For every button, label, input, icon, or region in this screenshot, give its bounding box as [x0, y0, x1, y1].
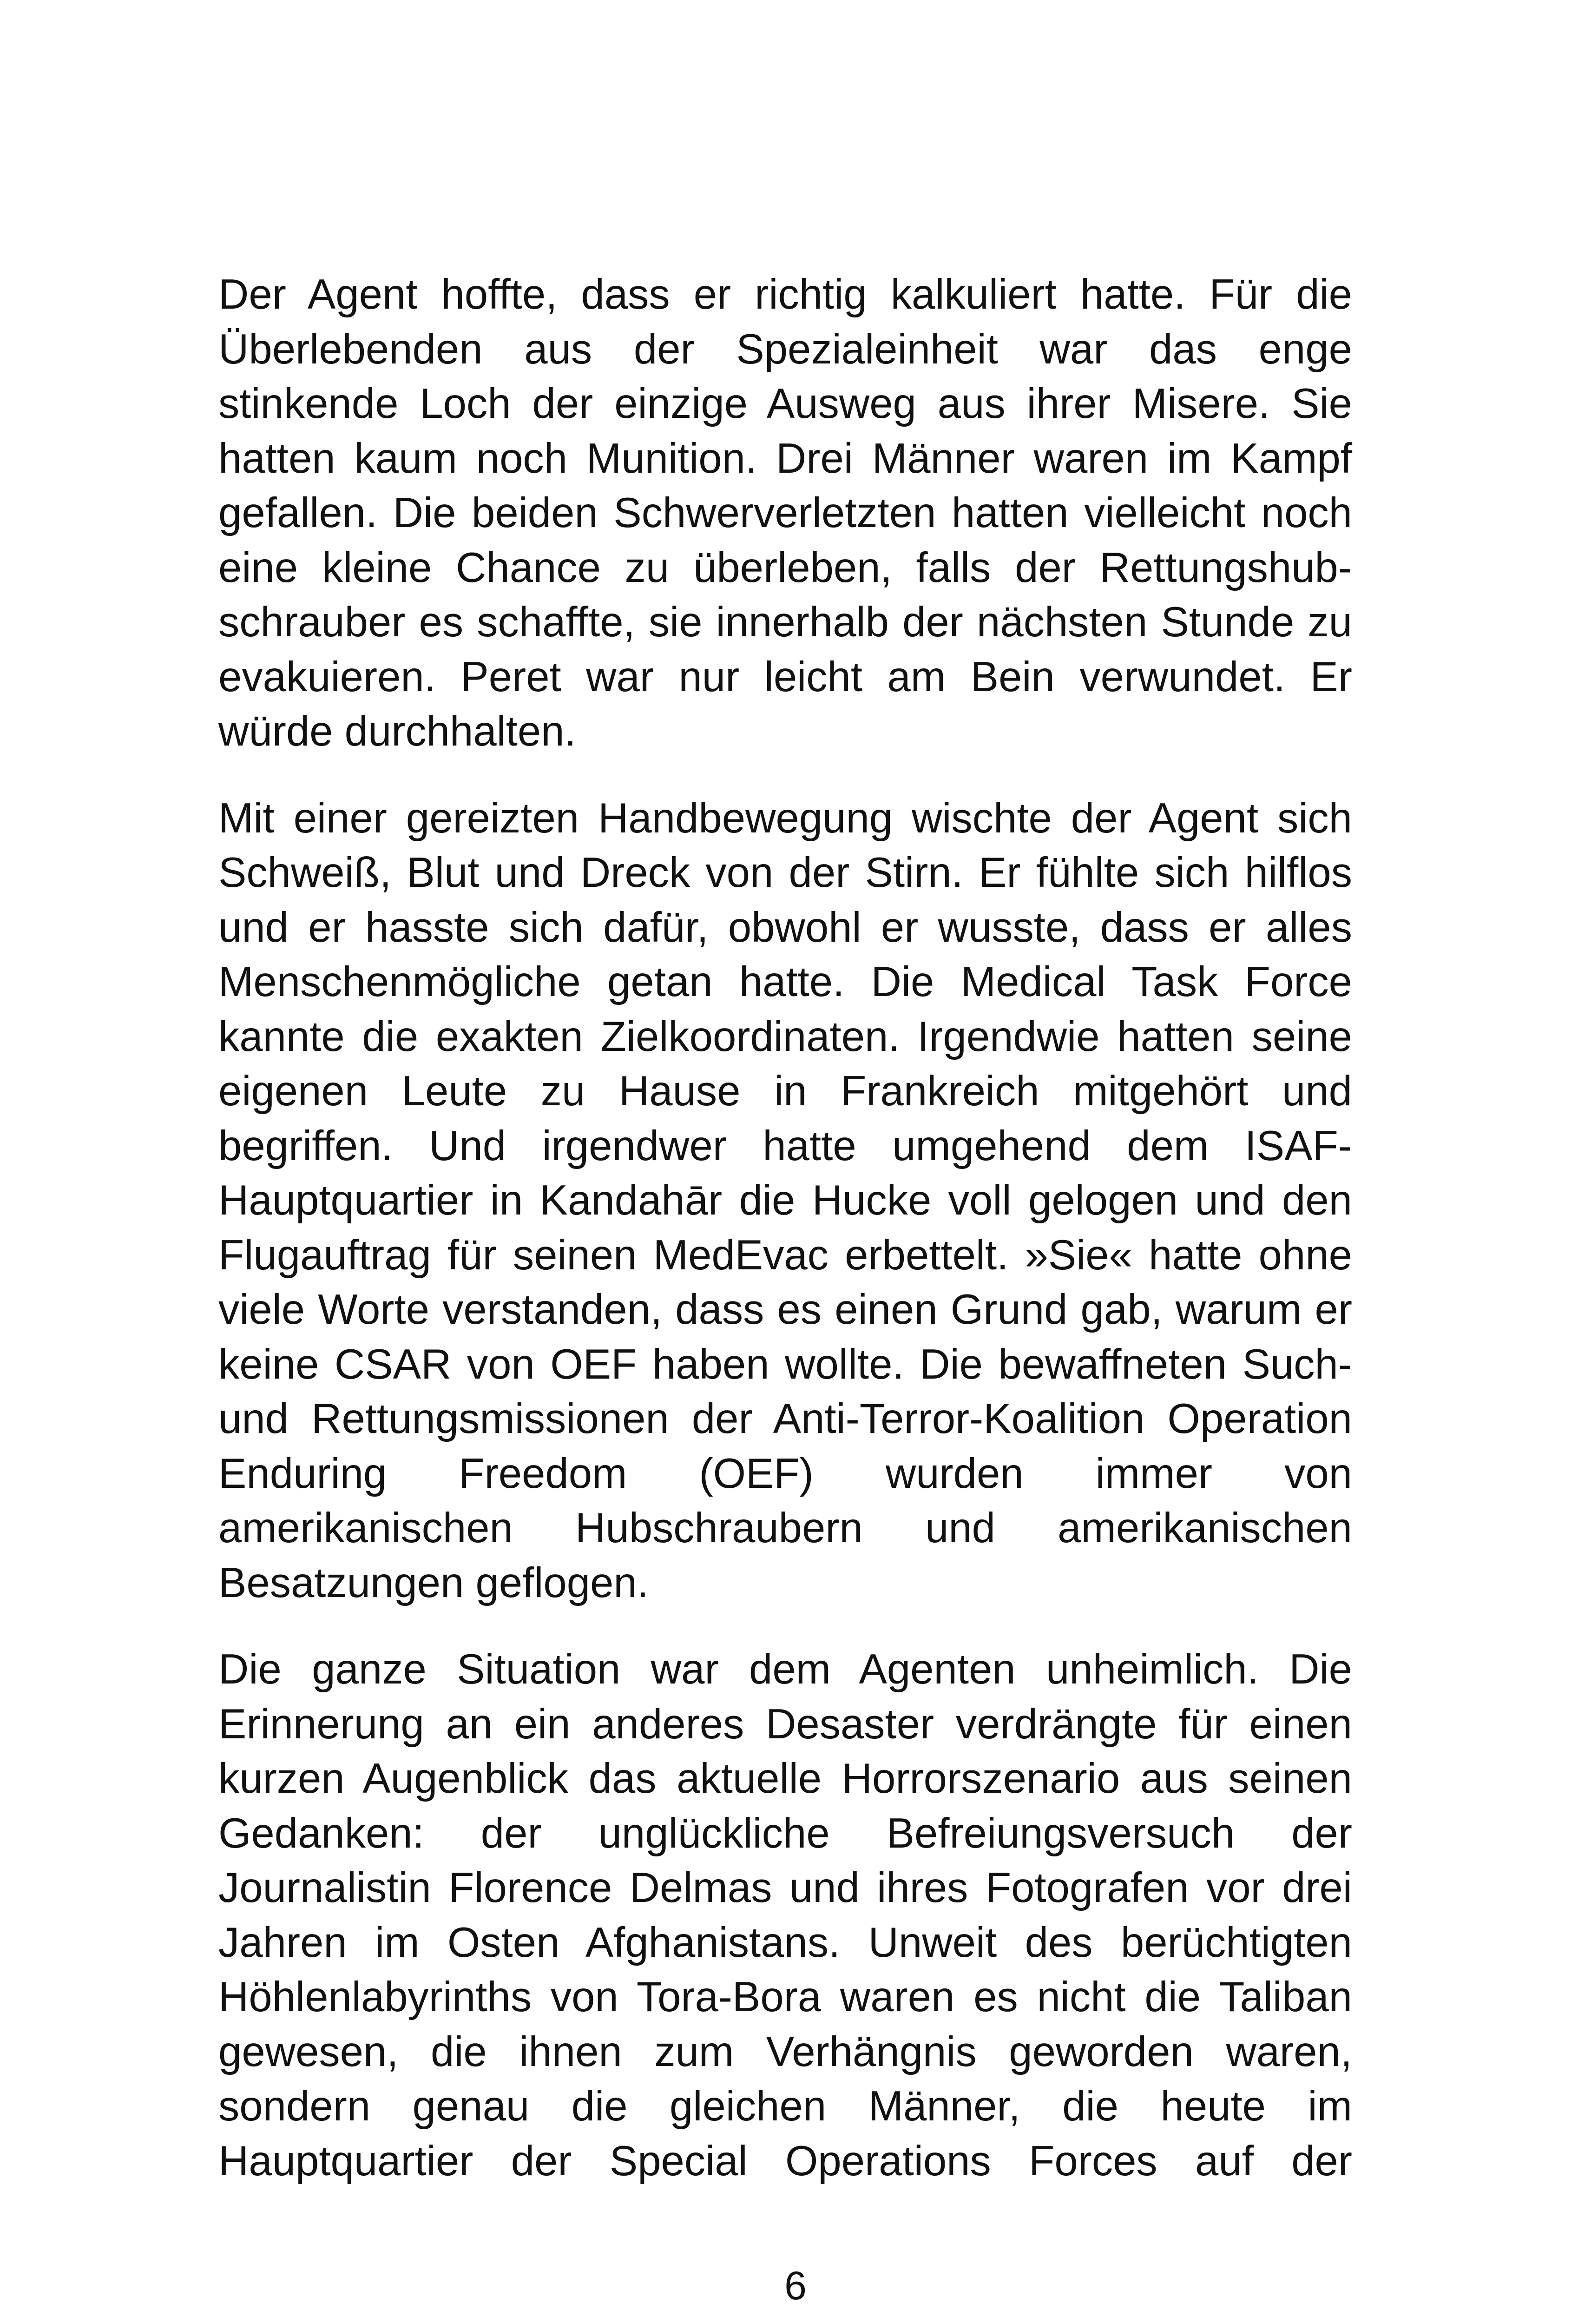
paragraph-1: Der Agent hoffte, dass er richtig kalkuliert hatte. Für die Überlebenden aus der Spezialeinheit war das enge stinkende Loch der einzige Ausweg aus ihrer Misere. Sie hatten kaum noch Munition. Drei Männer waren im Kampf gefallen. Die beiden Schwerverletzten hatten vielleicht noch eine kleine Chance zu überleben, falls der Rettungshubschrauber es schaffte, sie innerhalb der nächsten Stunde zu evakuieren. Peret war nur leicht am Bein verwundet. Er würde durchhalten. — [218, 271, 1352, 755]
body-text — [218, 267, 1352, 2188]
page-number: 6 — [784, 2264, 807, 2308]
paragraph-3: Die ganze Situation war dem Agenten unheimlich. Die Erinnerung an ein anderes Desaster verdrängte für einen kurzen Augenblick das aktuelle Horrorszenario aus seinen Gedanken: der unglückliche Befreiungsversuch der Journalistin Florence Delmas und ihres Fotografen vor drei Jahren im Osten Afghanistans. Unweit des berüchtigten Höhlenlabyrinths von Tora-Bora waren es nicht die Taliban gewesen, die ihnen zum Verhängnis geworden waren, sondern genau die gleichen Männer, die heute im Hauptquartier der Special Operations Forces auf der — [218, 1646, 1352, 2185]
paragraph-2: Mit einer gereizten Handbewegung wischte der Agent sich Schweiß, Blut und Dreck von der Stirn. Er fühlte sich hilflos und er hasste sich dafür, obwohl er wusste, dass er alles Menschenmögliche getan hatte. Die Medical Task Force kannte die exakten Zielkoordinaten. Irgendwie hatten seine eigenen Leute zu Hause in Frankreich mitgehört und begriffen. Und irgendwer hatte umgehend dem ISAF-Hauptquartier in Kandahār die Hucke voll gelogen und den Flugauftrag für seinen MedEvac erbettelt. »Sie« hatte ohne viele Worte verstanden, dass es einen Grund gab, warum er keine CSAR von OEF haben wollte. Die bewaffneten Such- und Rettungsmissionen der Anti-Terror-Koalition Operation Enduring Freedom (OEF) wurden immer von amerikanischen Hubschraubern und amerikanischen Besatzungen geflogen. — [218, 794, 1352, 1606]
